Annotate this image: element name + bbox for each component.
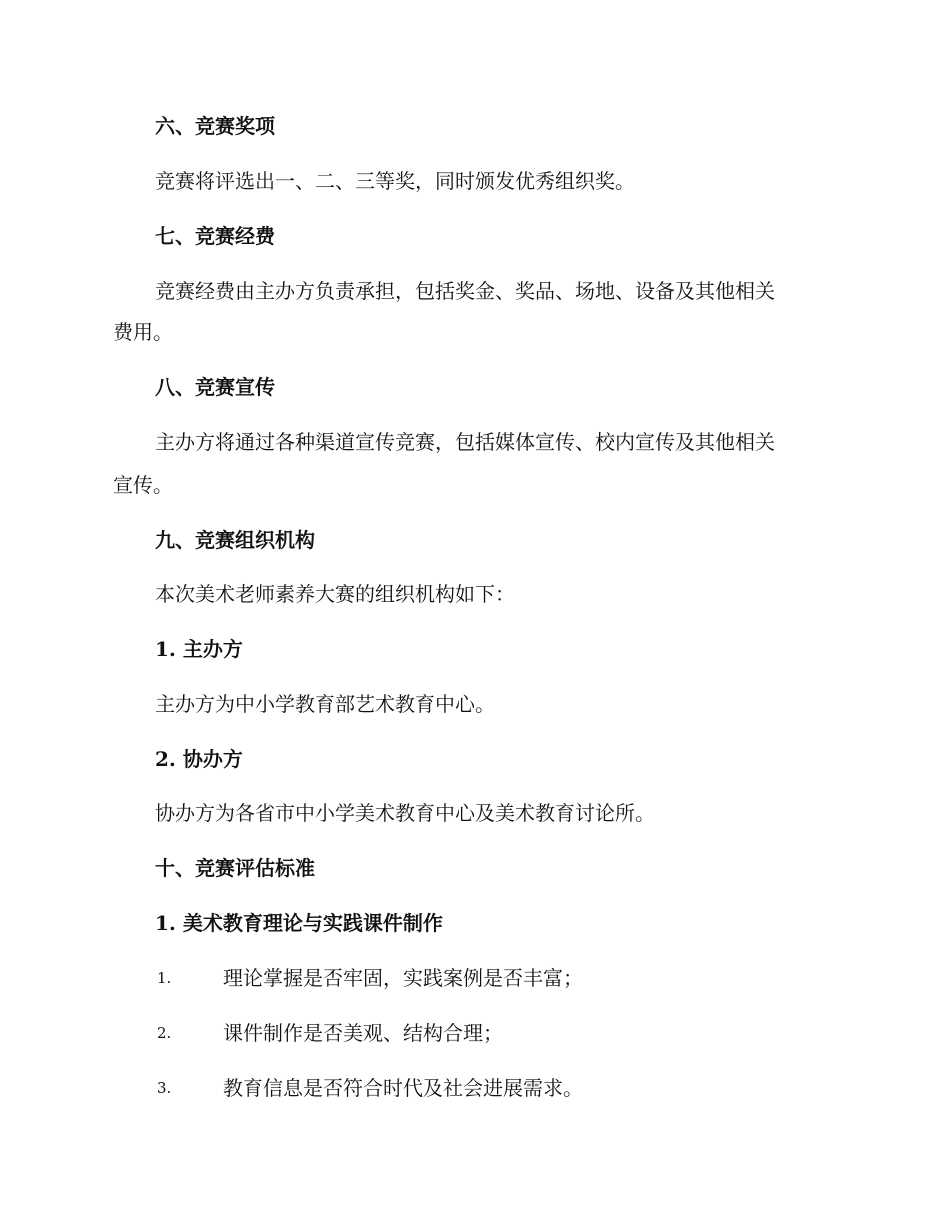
paragraph-publicity-line2: 宣传。 xyxy=(113,473,173,497)
paragraph-organizer: 主办方为中小学教育部艺术教育中心。 xyxy=(155,692,495,716)
section-heading-organization: 九、竞赛组织机构 xyxy=(155,528,315,552)
subheading-courseware: 1. 美术教育理论与实践课件制作 xyxy=(155,911,443,935)
list-item-text: 课件制作是否美观、结构合理； xyxy=(223,1021,503,1045)
list-item-text: 教育信息是否符合时代及社会进展需求。 xyxy=(223,1076,583,1100)
list-item-number: 2. xyxy=(157,1024,172,1042)
paragraph-awards: 竞赛将评选出一、二、三等奖，同时颁发优秀组织奖。 xyxy=(155,169,635,193)
section-heading-evaluation: 十、竞赛评估标准 xyxy=(155,856,315,880)
paragraph-funding-line1: 竞赛经费由主办方负责承担，包括奖金、奖品、场地、设备及其他相关 xyxy=(155,279,775,303)
section-heading-awards: 六、竞赛奖项 xyxy=(155,114,275,138)
paragraph-co-organizer: 协办方为各省市中小学美术教育中心及美术教育讨论所。 xyxy=(155,801,655,825)
list-item-number: 3. xyxy=(157,1079,172,1097)
paragraph-funding-line2: 费用。 xyxy=(113,320,173,344)
paragraph-publicity-line1: 主办方将通过各种渠道宣传竞赛，包括媒体宣传、校内宣传及其他相关 xyxy=(155,430,775,454)
list-item-text: 理论掌握是否牢固，实践案例是否丰富； xyxy=(223,966,583,990)
paragraph-organization-intro: 本次美术老师素养大赛的组织机构如下： xyxy=(155,582,515,606)
list-item-number: 1. xyxy=(157,969,172,987)
section-heading-funding: 七、竞赛经费 xyxy=(155,224,275,248)
section-heading-publicity: 八、竞赛宣传 xyxy=(155,375,275,399)
subheading-organizer: 1. 主办方 xyxy=(155,637,243,661)
subheading-co-organizer: 2. 协办方 xyxy=(155,747,243,771)
